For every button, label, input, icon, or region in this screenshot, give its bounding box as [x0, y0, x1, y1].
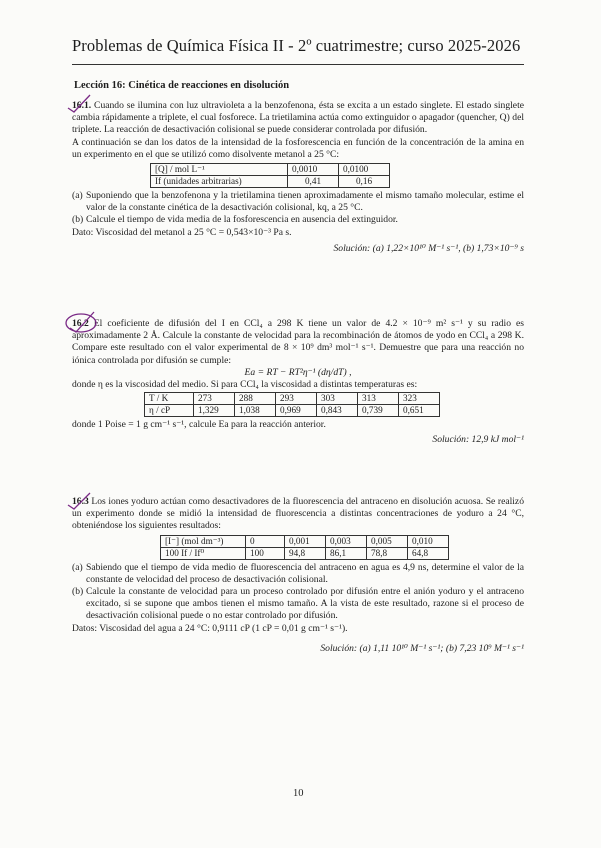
- lesson-title: Lección 16: Cinética de reacciones en disolución: [74, 80, 290, 91]
- table-cell: If (unidades arbitrarias): [151, 176, 288, 188]
- problem-16-1: [72, 100, 524, 255]
- problem-16-3: [72, 496, 524, 655]
- header-rule: [72, 64, 524, 65]
- problem-statement-3: donde 1 Poise = 1 g cm⁻¹ s⁻¹, calcule Ea para la reacción anterior.: [72, 419, 326, 431]
- table-cell: 0,969: [276, 405, 317, 417]
- table-cell: 100: [246, 547, 285, 559]
- table-cell: 0,651: [399, 405, 440, 417]
- page-header-title: Problemas de Química Física II - 2º cuatrimestre; curso 2025-2026: [72, 36, 521, 55]
- problem-statement: Cuando se ilumina con luz ultravioleta a la benzofenona, ésta se excita a un estado singlete. El estado singlete cambia rápidamente a triplete, el cual fosforece. La trietilamina actúa como extinguidor o apagador (quencher, Q) del triplete. La reacción de desactivación colisional se puede considerar controlada por difusión.: [72, 100, 524, 136]
- table-cell: [I⁻] (mol dm⁻³): [161, 535, 246, 547]
- table-cell: 293: [276, 393, 317, 405]
- data-table: [144, 392, 440, 417]
- table-cell: 0,005: [367, 535, 408, 547]
- table-cell: 64,8: [408, 547, 449, 559]
- table-cell: 86,1: [326, 547, 367, 559]
- table-cell: 0,41: [288, 176, 339, 188]
- table-cell: 1,038: [235, 405, 276, 417]
- table-cell: [Q] / mol L⁻¹: [151, 164, 288, 176]
- table-cell: 0,0100: [339, 164, 390, 176]
- question-b: (b) Calcule el tiempo de vida media de la fosforescencia en ausencia del extinguidor.: [72, 214, 398, 226]
- question-b: (b) Calcule la constante de velocidad para un proceso controlado por difusión entre el anión yoduro y el antraceno excitado, si se supone que ambos tienen el mismo tamaño. A la vista de este resultado, razone si el proceso de desactivación colisional puede o no estar controlado por difusión.: [72, 586, 524, 622]
- table-cell: 288: [235, 393, 276, 405]
- problem-16-2: [72, 318, 524, 447]
- table-cell: 0,001: [285, 535, 326, 547]
- table-cell: 313: [358, 393, 399, 405]
- table-cell: 273: [194, 393, 235, 405]
- solution: Solución: (a) 1,22×10¹⁰ M⁻¹ s⁻¹, (b) 1,73×10⁻⁹ s: [333, 242, 524, 254]
- table-cell: 78,8: [367, 547, 408, 559]
- data-table: [150, 163, 390, 188]
- data-note: Datos: Viscosidad del agua a 24 °C: 0,9111 cP (1 cP = 0,01 g cm⁻¹ s⁻¹).: [72, 622, 348, 634]
- table-cell: 1,329: [194, 405, 235, 417]
- data-note: Dato: Viscosidad del metanol a 25 °C = 0,543×10⁻³ Pa s.: [72, 226, 292, 238]
- table-cell: 0,010: [408, 535, 449, 547]
- table-cell: 94,8: [285, 547, 326, 559]
- table-cell: 0,0010: [288, 164, 339, 176]
- question-a: (a) Sabiendo que el tiempo de vida medio de fluorescencia del antraceno en agua es 4,9 ns, determine el valor de la constante de velocidad del proceso de desactivación colisional.: [72, 561, 524, 585]
- table-cell: 0,843: [317, 405, 358, 417]
- question-a: (a) Suponiendo que la benzofenona y la trietilamina tienen aproximadamente el mismo tamaño molecular, estime el valor de la constante cinética de la desactivación colisional, kq, a 25 °C.: [72, 190, 524, 214]
- solution: Solución: (a) 1,11 10¹⁰ M⁻¹ s⁻¹; (b) 7,23 10⁹ M⁻¹ s⁻¹: [320, 642, 524, 654]
- table-cell: 0: [246, 535, 285, 547]
- problem-statement-2: A continuación se dan los datos de la intensidad de la fosforescencia en función de la concentración de la amina en un experimento en el que se utilizó como disolvente metanol a 25 °C:: [72, 136, 524, 160]
- problem-number: 16.2: [72, 318, 89, 329]
- solution: Solución: 12,9 kJ mol⁻¹: [432, 434, 524, 446]
- problem-statement: El coeficiente de difusión del I en CCl₄ a 298 K tiene un valor de 4.2 × 10⁻⁹ m² s⁻¹ y su radio es aproximadamente 2 Å. Calcule la constante de velocidad para la recombinación de átomos de yodo en CCl₄ a 298 K. Compare este resultado con el valor experimental de 8 × 10⁹ dm³ mol⁻¹ s⁻¹. Demuestre que para una reacción no iónica controlada por difusión se cumple:: [72, 318, 524, 366]
- table-cell: 100 If / If⁰: [161, 547, 246, 559]
- table-cell: T / K: [145, 393, 194, 405]
- problem-statement: Los iones yoduro actúan como desactivadores de la fluorescencia del antraceno en disolución acuosa. Se realizó un experimento donde se midió la intensidad de fluorescencia a distintas concentraciones de yoduro a 24 °C, obteniéndose los siguientes resultados:: [72, 496, 524, 532]
- table-cell: 0,003: [326, 535, 367, 547]
- page-number: 10: [293, 788, 304, 799]
- table-cell: η / cP: [145, 405, 194, 417]
- table-cell: 323: [399, 393, 440, 405]
- table-cell: 303: [317, 393, 358, 405]
- table-cell: 0,739: [358, 405, 399, 417]
- table-cell: 0,16: [339, 176, 390, 188]
- problem-statement-2: donde η es la viscosidad del medio. Si para CCl₄ la viscosidad a distintas temperaturas es:: [72, 379, 418, 391]
- problem-number: 16.3: [72, 496, 89, 507]
- equation: Ea = RT − RT²η⁻¹ (dη/dT) ,: [244, 366, 352, 378]
- data-table: [160, 535, 449, 560]
- problem-number: 16.1.: [72, 100, 92, 111]
